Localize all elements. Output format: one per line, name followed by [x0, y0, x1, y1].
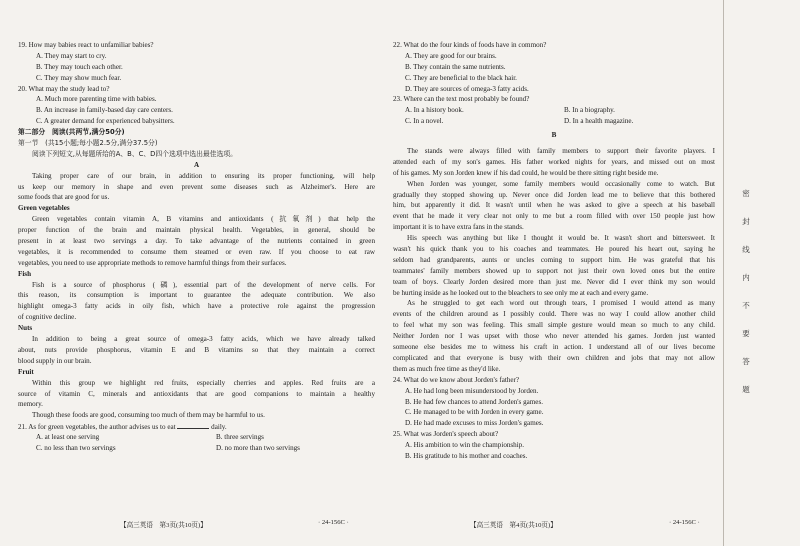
seal-line-notice [740, 180, 752, 404]
para2-line: When Jorden was younger, some family members would occasionally come to watch. But [407, 179, 715, 188]
q20-option-b: B. An increase in family-based day care centers. [36, 106, 173, 115]
q22-option-d: D. They are sources of omega-3 fatty acids. [405, 84, 529, 93]
fruit-heading: Fruit [18, 367, 34, 376]
q23-stem: 23. Where can the text most probably be found? [393, 95, 530, 104]
answer-blank [177, 421, 209, 429]
q21-stem [18, 421, 375, 432]
q23-options-row [393, 105, 715, 116]
q22-option-b: B. They contain the same nutrients. [405, 62, 506, 71]
para2-line: him, but apparently it did. It wasn't until when he was asked to give a speech at his baseball [393, 201, 715, 210]
para4-line: to feel what my son was feeling. This small simple gesture would mean so much to any child. [393, 321, 715, 330]
q25-stem: 25. What was Jorden's speech about? [393, 430, 499, 439]
instructions: 阅读下列短文,从每题所给的A、B、C、D四个选项中选出最佳选项。 [32, 149, 237, 158]
para1-line: The stands were always filled with family members to support their favorite players. I [407, 147, 715, 156]
para4-line: Neither Jorden nor I was upset with those who never attended his games. Jorden just wanted [393, 332, 715, 341]
q22-option-c: C. They are beneficial to the black hair. [405, 73, 517, 82]
para2-line: gradually they stopped showing up. Never once did Jorden lead me to believe that this bothered [393, 190, 715, 199]
green-line: vegetables, it is recommended to consume them steamed or even raw. If you choose to eat raw [18, 247, 375, 256]
q21-option-b: B. three servings [216, 433, 264, 442]
seal-char: 要 [742, 329, 750, 338]
fish-heading: Fish [18, 269, 32, 278]
para4-line: them as much free time as they'd like. [393, 364, 501, 373]
q22-stem: 22. What do the four kinds of foods have in common? [393, 41, 547, 49]
q24-option-c: C. He managed to be with Jorden in every game. [405, 408, 544, 417]
q20-stem: 20. What may the study lead to? [18, 84, 110, 93]
nuts-line: blood supply in our brain. [18, 356, 92, 365]
binding-divider [723, 0, 724, 546]
para2-line: important it is to have extra fans in the stands. [393, 223, 524, 232]
intro-line: Taking proper care of our brain, in addition to ensuring its proper functioning, will help [32, 171, 375, 180]
q21-options-row [18, 432, 375, 443]
right-footer-code: · 24-156C · [669, 519, 700, 526]
q24-option-a: A. He had long been misunderstood by Jorden. [405, 386, 539, 395]
part2-heading: 第二部分 阅读(共两节,满分50分) [18, 128, 125, 137]
q25-option-a: A. His ambition to win the championship. [405, 441, 525, 450]
right-column [393, 40, 715, 462]
nuts-line: In addition to being a great source of omega-3 fatty acids, which we have already talked [32, 335, 375, 344]
q21-options-row [18, 443, 375, 454]
green-heading: Green vegetables [18, 204, 70, 213]
green-line: present in at least two servings a day. To take advantage of the nutrients contained in green [18, 237, 375, 246]
q19-option-c: C. They may show much fear. [36, 73, 122, 82]
q21-option-d: D. no more than two servings [216, 443, 300, 452]
fruit-line: source of vitamin C, minerals and antioxidants that are good companions to maintain a healthy [18, 389, 375, 398]
left-footer-title: 【高三英语 第3页(共10页)】 [120, 522, 207, 529]
para4-line: events of the children around as I possibly could. There was no way I could allow another child [393, 310, 715, 319]
para3-line: team of boys. Clearly Jorden desired more than just me. Never did I ever think my son would [393, 277, 715, 286]
q20-option-c: C. A greater demand for experienced babysitters. [36, 117, 175, 126]
q21-stem-text: 21. As for green vegetables, the author advises us to eat [18, 423, 176, 432]
seal-char: 密 [742, 189, 750, 198]
nuts-heading: Nuts [18, 324, 33, 333]
q19-stem: 19. How may babies react to unfamiliar babies? [18, 41, 154, 49]
seal-char: 线 [742, 245, 750, 254]
green-line: vegetables, you need to use appropriate methods to remove harmful things from their surfaces. [18, 258, 287, 267]
para3-line: wasn't his quick thank you to his coaches and teammates. He poured his heart out, saying he [393, 245, 715, 254]
q23-options-row [393, 116, 715, 127]
green-line: Green vegetables contain vitamin A, B vitamins and antioxidants (抗氧剂) that help the [32, 215, 375, 224]
q22-option-a: A. They are good for our brains. [405, 51, 497, 60]
q23-option-a: A. In a history book. [405, 106, 464, 115]
closing-line: Though these foods are good, consuming too much of them may be harmful to us. [32, 411, 265, 420]
para3-line: teammates' family members showed up to support not just their own loved ones but the entire [393, 266, 715, 275]
seal-char: 内 [742, 273, 750, 282]
para4-line: As he struggled to get each word out through tears, I promised I would attend as many [407, 299, 715, 308]
para3-line: His speech was anything but like I thought it would be. It wasn't short and bittersweet. It [407, 234, 715, 243]
q21-stem-end: daily. [211, 423, 227, 432]
para2-line: event that he made it very clear not only to me but a room filled with over 150 people just how [393, 212, 715, 221]
q19-option-b: B. They may touch each other. [36, 62, 123, 71]
intro-line: some foods that are good for us. [18, 193, 110, 202]
fish-line: Fish is a source of phosphorus (磷), essential part of the development of nerve cells. For [32, 280, 375, 289]
q23-option-b: B. In a biography. [564, 106, 615, 115]
seal-char: 不 [742, 301, 750, 310]
fish-line: of cognitive decline. [18, 313, 77, 322]
q24-stem: 24. What do we know about Jorden's father? [393, 375, 520, 384]
fruit-line: Within this group we highlight red fruits, especially cherries and apples. Red fruits are a [32, 378, 375, 387]
para1-line: of his games. My son Jorden knew if his dad could, he would be there sitting right beside me. [393, 168, 659, 177]
nuts-line: about, nuts provide phosphorus, vitamin E and B vitamins so that they maintain a correct [18, 345, 375, 354]
fish-line: highlight omega-3 fatty acids in oily fish, which have a protective role against the progression [18, 302, 375, 311]
q23-option-c: C. In a novel. [405, 117, 444, 126]
left-footer-code: · 24-156C · [318, 519, 349, 526]
q25-option-b: B. His gratitude to his mother and coaches. [405, 451, 528, 460]
q24-option-d: D. He had made excuses to miss Jorden's games. [405, 419, 544, 428]
seal-char: 答 [742, 357, 750, 366]
left-column [18, 40, 375, 454]
seal-char: 封 [742, 217, 750, 226]
q23-option-d: D. In a health magazine. [564, 117, 634, 126]
passage-b-label: B [551, 131, 557, 140]
intro-line: us keep our memory in shape and even prevent some diseases such as Alzheimer's. Here are [18, 182, 375, 191]
q24-option-b: B. He had few chances to attend Jorden's games. [405, 397, 543, 406]
fruit-line: memory. [18, 400, 43, 409]
seal-char: 题 [742, 385, 750, 394]
para4-line: complicated and that everyone is busy with their own children and jobs that may not allow [393, 353, 715, 362]
para4-line: someone else besides me to witness his craft in action. I understand all of our lives become [393, 343, 715, 352]
q21-option-c: C. no less than two servings [36, 443, 116, 452]
passage-a-label: A [193, 160, 200, 169]
para1-line: attended each of my son's games. His father worked nights for years, and missed out on most [393, 157, 715, 166]
green-line: proper function of the brain and maintain physical health. Vegetables, in general, should be [18, 226, 375, 235]
para3-line: be hurting inside as he looked out to the bleachers to see only me at each and every game. [393, 288, 649, 297]
section1-heading: 第一节 (共15小题;每小题2.5分,满分37.5分) [18, 139, 158, 148]
q20-option-a: A. Much more parenting time with babies. [36, 95, 157, 104]
fish-line: this reason, its consumption is important to guarantee the adequate contribution. We also [18, 291, 375, 300]
right-footer-title: 【高三英语 第4页(共10页)】 [470, 522, 557, 529]
q21-option-a: A. at least one serving [36, 433, 100, 442]
para3-line: seldom had grandparents, aunts or uncles coming to support him. He was grateful that his [393, 255, 715, 264]
q19-option-a: A. They may start to cry. [36, 51, 107, 60]
